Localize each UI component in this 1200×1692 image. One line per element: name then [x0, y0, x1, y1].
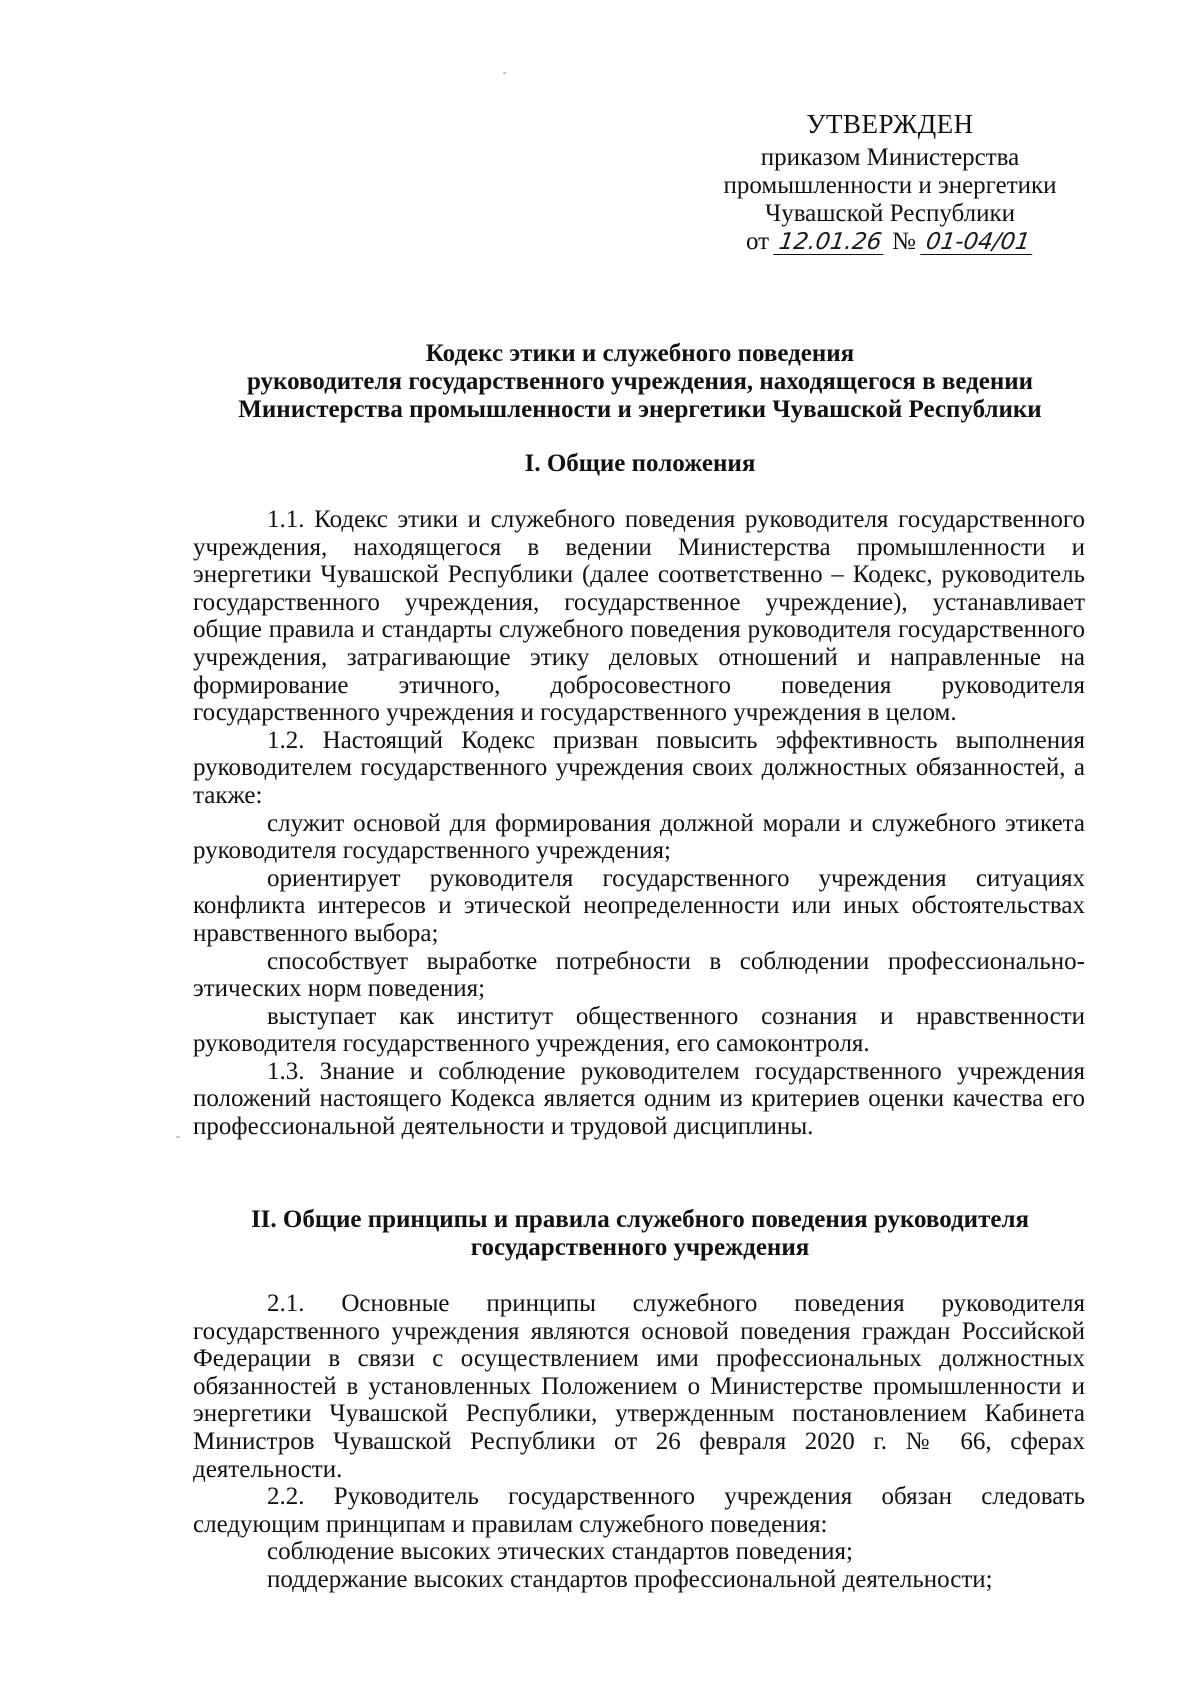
section-2-body: [193, 1290, 1085, 1594]
section-1-heading: I. Общие положения: [524, 450, 756, 477]
approval-title: УТВЕРЖДЕН: [806, 109, 974, 139]
paragraph-1-2-item-3: способствует выработке потребности в соблюдении профессионально-этических норм поведения;: [193, 947, 1085, 1003]
paragraph-1-2-item-2: ориентирует руководителя государственного учреждения ситуациях конфликта интересов и этической неопределенности или иных обстоятельствах нравственного выбора;: [193, 864, 1085, 947]
handwritten-date: 12.01.26: [774, 230, 888, 255]
number-prefix: №: [892, 228, 916, 255]
scan-artifact: [176, 1136, 180, 1138]
paragraph-2-2-item-2: поддержание высоких стандартов профессиональной деятельности;: [267, 1565, 993, 1593]
handwritten-number: 01-04/01: [920, 230, 1035, 255]
document-title: [190, 340, 1090, 424]
approval-stamp: [700, 110, 1080, 256]
paragraph-2-2: 2.2. Руководитель государственного учреждения обязан следовать следующим принципам и правилам служебного поведения:: [193, 1483, 1085, 1538]
approval-line-2: промышленности и энергетики: [723, 172, 1057, 199]
paragraph-1-3: 1.3. Знание и соблюдение руководителем государственного учреждения положений настоящего Кодекса является одним из критериев оценки качества его профессиональной деятельности и трудовой дисциплины.: [193, 1057, 1085, 1141]
paragraph-1-2-item-1: служит основой для формирования должной морали и служебного этикета руководителя государственного учреждения;: [193, 809, 1085, 865]
approval-line-3: Чувашской Республики: [764, 200, 1016, 227]
paragraph-1-2: 1.2. Настоящий Кодекс призван повысить эффективность выполнения руководителем государственного учреждения своих должностных обязанностей, а также:: [193, 726, 1085, 809]
scan-artifact: [503, 72, 506, 74]
section-2-heading: [190, 1206, 1090, 1262]
paragraph-1-2-item-4: выступает как институт общественного сознания и нравственности руководителя государственного учреждения, его самоконтроля.: [193, 1002, 1085, 1058]
paragraph-1-1: 1.1. Кодекс этики и служебного поведения руководителя государственного учреждения, находящегося в ведении Министерства промышленности и энергетики Чувашской Республики (далее соответственно – Кодекс, руководитель государственного учреждения, государственное учреждение), устанавливает общие правила и стандарты служебного поведения руководителя государственного учреждения, затрагивающие этику деловых отношений и направленные на формирование этичного, добросовестного поведения руководителя государственного учреждения и государственного учреждения в целом.: [193, 506, 1085, 727]
paragraph-2-2-item-1: соблюдение высоких этических стандартов поведения;: [267, 1538, 853, 1566]
title-line-1: Кодекс этики и служебного поведения: [425, 340, 855, 367]
date-prefix: от: [746, 228, 770, 255]
section-2-heading-line-1: II. Общие принципы и правила служебного поведения руководителя: [250, 1206, 1030, 1233]
paragraph-2-1: 2.1. Основные принципы служебного поведения руководителя государственного учреждения являются основой поведения граждан Российской Федерации в связи с осуществлением ими профессиональных должностных обязанностей в установленных Положением о Министерстве промышленности и энергетики Чувашской Республики, утвержденным постановлением Кабинета Министров Чувашской Республики от 26 февраля 2020 г. № 66, сферах деятельности.: [193, 1290, 1085, 1483]
section-1-body: [193, 506, 1085, 1141]
approval-order-line: [700, 228, 1080, 256]
title-line-2: руководителя государственного учреждения, находящегося в ведении: [246, 368, 1034, 395]
approval-line-1: приказом Министерства: [760, 144, 1020, 171]
title-line-3: Министерства промышленности и энергетики Чувашской Республики: [238, 396, 1042, 423]
section-2-heading-line-2: государственного учреждения: [470, 1234, 810, 1261]
